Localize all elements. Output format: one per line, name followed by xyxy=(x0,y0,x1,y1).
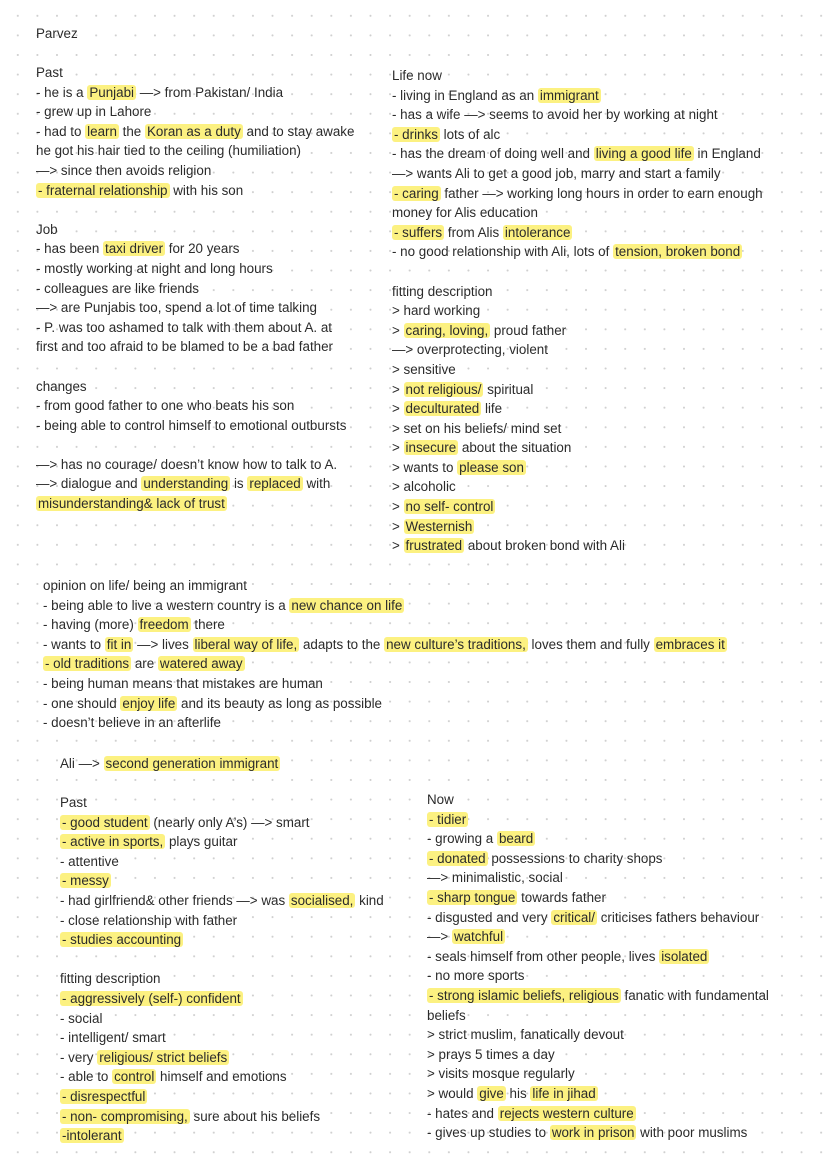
highlighted-text: liberal way of life, xyxy=(194,636,298,652)
highlighted-text: frustrated xyxy=(405,538,463,554)
note-text: proud father xyxy=(490,322,567,338)
note-text: money for Alis education xyxy=(392,205,538,221)
note-text: —> since then avoids religion xyxy=(36,162,212,178)
note-line xyxy=(43,635,727,655)
note-text: sure about his beliefs xyxy=(189,1108,321,1124)
note-line xyxy=(60,1028,384,1048)
note-text: criticises fathers behaviour xyxy=(596,909,760,925)
parvez-job-lines xyxy=(36,239,354,357)
note-line xyxy=(427,927,769,947)
ali-left-column xyxy=(60,793,384,1146)
highlighted-text: please son xyxy=(459,459,524,475)
note-line xyxy=(36,239,354,259)
note-line xyxy=(427,829,769,849)
note-text: - P. was too ashamed to talk with them about A. at xyxy=(36,319,332,335)
section-heading-past: Past xyxy=(36,65,63,80)
note-line xyxy=(36,141,354,161)
note-line xyxy=(427,986,769,1006)
section-heading-job: Job xyxy=(36,221,58,237)
note-text: > xyxy=(392,538,404,554)
note-line xyxy=(427,947,769,967)
note-line xyxy=(36,474,354,494)
highlighted-text: - active in sports, xyxy=(62,834,164,850)
highlighted-text: insecure xyxy=(405,440,457,456)
note-line xyxy=(36,494,354,514)
note-line xyxy=(392,399,763,419)
note-text: first and too afraid to be blamed to be a bad father xyxy=(36,339,334,355)
highlighted-text: new culture’s traditions, xyxy=(386,636,526,652)
highlighted-text: - old traditions xyxy=(45,656,130,672)
note-text: - social xyxy=(60,1010,103,1026)
note-line xyxy=(427,849,769,869)
note-line xyxy=(427,1045,769,1065)
note-text: > would xyxy=(427,1085,478,1101)
note-text: > hard working xyxy=(392,303,481,319)
highlighted-text: caring, loving, xyxy=(405,322,489,338)
note-text: —> minimalistic, social xyxy=(427,870,563,886)
note-line xyxy=(427,1104,769,1124)
note-line xyxy=(427,868,769,888)
note-line xyxy=(392,458,763,478)
note-text: - very xyxy=(60,1049,98,1065)
note-line xyxy=(427,1025,769,1045)
highlighted-text: - sharp tongue xyxy=(429,889,516,905)
parvez-fitting-lines xyxy=(392,301,763,556)
parvez-past-lines xyxy=(36,83,354,201)
note-line xyxy=(60,871,384,891)
note-line xyxy=(43,713,727,733)
note-text: and its beauty as long as possible xyxy=(177,695,382,711)
note-text: kind xyxy=(355,892,384,908)
parvez-left-column xyxy=(36,63,354,514)
note-text: - having (more) xyxy=(43,617,138,633)
note-text: about the situation xyxy=(458,440,572,456)
section-heading-ali-now: Now xyxy=(427,792,454,807)
note-line xyxy=(392,184,763,204)
note-text: - no more sports xyxy=(427,968,525,984)
note-text: - growing a xyxy=(427,831,497,847)
highlighted-text: taxi driver xyxy=(105,241,164,257)
highlighted-text: Punjabi xyxy=(89,84,135,100)
highlighted-text: living a good life xyxy=(595,146,692,162)
opinion-section xyxy=(43,576,727,733)
highlighted-text: - aggressively (self-) confident xyxy=(62,990,241,1006)
note-line xyxy=(36,161,354,181)
note-text: > xyxy=(392,499,404,515)
note-text: - living in England as an xyxy=(392,87,538,103)
note-line xyxy=(43,674,727,694)
note-text: for 20 years xyxy=(165,241,240,257)
note-text: - being able to control himself to emotional outbursts xyxy=(36,417,347,433)
parvez-now-lines xyxy=(392,86,763,262)
note-text: himself and emotions xyxy=(156,1069,287,1085)
highlighted-text: rejects western culture xyxy=(499,1105,634,1121)
note-line xyxy=(60,1067,384,1087)
highlighted-text: learn xyxy=(87,123,117,139)
note-line xyxy=(427,908,769,928)
note-line xyxy=(60,1126,384,1146)
note-text: —> dialogue and xyxy=(36,476,142,492)
highlighted-text: give xyxy=(479,1085,504,1101)
highlighted-text: replaced xyxy=(249,476,301,492)
note-text: - had girlfriend& other friends —> was xyxy=(60,892,289,908)
highlighted-text: immigrant xyxy=(539,87,599,103)
note-text: —> are Punjabis too, spend a lot of time talking xyxy=(36,300,317,316)
highlighted-text: critical/ xyxy=(553,909,595,925)
section-heading-opinion: opinion on life/ being an immigrant xyxy=(43,578,247,593)
note-line xyxy=(60,852,384,872)
highlighted-text: fit in xyxy=(106,636,132,652)
highlighted-text: - tidier xyxy=(429,811,467,827)
note-text: father —> working long hours in order to earn enough xyxy=(440,185,763,201)
highlighted-text: - studies accounting xyxy=(62,932,182,948)
note-text: the xyxy=(118,123,145,139)
section-heading-ali-fitting: fitting description xyxy=(60,971,161,987)
highlighted-text: deculturated xyxy=(405,401,480,417)
note-text: - attentive xyxy=(60,853,119,869)
note-line xyxy=(392,144,763,164)
note-text: - one should xyxy=(43,695,121,711)
note-text: he got his hair tied to the ceiling (humiliation) xyxy=(36,143,301,159)
note-line xyxy=(60,1107,384,1127)
note-line xyxy=(427,1084,769,1104)
note-line xyxy=(392,125,763,145)
note-text: spiritual xyxy=(483,381,534,397)
note-text: —> lives xyxy=(133,636,193,652)
note-text: —> has no courage/ doesn’t know how to talk to A. xyxy=(36,456,338,472)
note-line xyxy=(427,966,769,986)
ali-heading xyxy=(60,754,280,774)
highlighted-text: new chance on life xyxy=(291,597,403,613)
note-text: and to stay awake xyxy=(242,123,355,139)
opinion-lines xyxy=(43,596,727,733)
note-text: possessions to charity shops xyxy=(487,850,663,866)
note-line xyxy=(392,321,763,341)
note-line xyxy=(36,416,354,436)
note-text: - grew up in Lahore xyxy=(36,104,152,120)
note-text: > sensitive xyxy=(392,361,456,377)
note-text: (nearly only A’s) —> smart xyxy=(149,814,310,830)
highlighted-text: - caring xyxy=(394,185,439,201)
highlighted-text: socialised, xyxy=(290,892,354,908)
highlighted-text: intolerance xyxy=(504,224,571,240)
page-title: Parvez xyxy=(36,26,78,41)
note-line xyxy=(392,86,763,106)
note-line xyxy=(36,259,354,279)
note-text: - disgusted and very xyxy=(427,909,552,925)
highlighted-text: freedom xyxy=(139,617,189,633)
note-text: Ali —> xyxy=(60,756,104,771)
note-text: are xyxy=(131,656,158,672)
note-line xyxy=(36,396,354,416)
note-text: —> overprotecting, violent xyxy=(392,342,548,358)
note-line xyxy=(60,813,384,833)
note-line xyxy=(392,223,763,243)
note-text: - intelligent/ smart xyxy=(60,1030,166,1046)
note-line xyxy=(43,654,727,674)
note-text: from Alis xyxy=(444,224,503,240)
note-line xyxy=(392,419,763,439)
highlighted-text: understanding xyxy=(143,476,229,492)
note-text: > xyxy=(392,518,404,534)
note-text: - he is a xyxy=(36,84,88,100)
note-text: adapts to the xyxy=(299,636,385,652)
note-text: - able to xyxy=(60,1069,113,1085)
note-text: - from good father to one who beats his son xyxy=(36,398,295,414)
note-text: with his son xyxy=(169,182,244,198)
note-text: is xyxy=(230,476,248,492)
note-text: - being human means that mistakes are human xyxy=(43,675,323,691)
note-text: loves them and fully xyxy=(527,636,654,652)
highlighted-text: life in jihad xyxy=(532,1085,596,1101)
highlighted-text: not religious/ xyxy=(405,381,482,397)
note-text: > xyxy=(392,440,404,456)
highlighted-text: - strong islamic beliefs, religious xyxy=(429,987,619,1003)
note-line xyxy=(60,1009,384,1029)
highlighted-text: - messy xyxy=(62,873,109,889)
highlighted-text: religious/ strict beliefs xyxy=(99,1049,228,1065)
note-text: > xyxy=(392,401,404,417)
note-text: > strict muslim, fanatically devout xyxy=(427,1027,624,1043)
highlighted-text: Westernish xyxy=(405,518,473,534)
note-text: with xyxy=(302,476,331,492)
parvez-right-column xyxy=(392,66,763,556)
ali-now-lines xyxy=(427,810,769,1143)
note-text: > prays 5 times a day xyxy=(427,1046,555,1062)
note-text: life xyxy=(481,401,503,417)
note-line xyxy=(392,105,763,125)
note-line xyxy=(392,497,763,517)
note-text: - no good relationship with Ali, lots of xyxy=(392,244,614,260)
note-line xyxy=(36,435,354,455)
note-text: —> xyxy=(427,929,452,945)
note-line xyxy=(36,122,354,142)
note-text: - doesn’t believe in an afterlife xyxy=(43,715,221,731)
note-line xyxy=(43,615,727,635)
note-text: - has the dream of doing well and xyxy=(392,146,594,162)
note-text: - close relationship with father xyxy=(60,912,238,928)
highlighted-text: - suffers xyxy=(394,224,443,240)
highlighted-text: - fraternal relationship xyxy=(38,182,168,198)
note-line xyxy=(392,438,763,458)
note-text: - being able to live a western country is a xyxy=(43,597,290,613)
note-line xyxy=(36,279,354,299)
note-line xyxy=(60,832,384,852)
highlighted-text: Koran as a duty xyxy=(146,123,241,139)
note-text: with poor muslims xyxy=(636,1125,748,1141)
note-line xyxy=(392,242,763,262)
note-line xyxy=(427,888,769,908)
note-line xyxy=(60,1048,384,1068)
section-heading-ali-past: Past xyxy=(60,795,87,810)
note-text: about broken bond with Ali xyxy=(464,538,625,554)
note-line xyxy=(392,536,763,556)
note-line xyxy=(36,455,354,475)
note-text: his xyxy=(505,1085,531,1101)
highlighted-text: - donated xyxy=(429,850,486,866)
note-line xyxy=(43,596,727,616)
note-line xyxy=(392,340,763,360)
note-text: > set on his beliefs/ mind set xyxy=(392,420,562,436)
note-line xyxy=(60,1087,384,1107)
highlighted-text: - good student xyxy=(62,814,148,830)
highlighted-text: - disrespectful xyxy=(62,1088,146,1104)
note-line xyxy=(427,1064,769,1084)
highlighted-text: work in prison xyxy=(551,1125,635,1141)
highlighted-text: enjoy life xyxy=(122,695,176,711)
highlighted-text: - drinks xyxy=(394,126,438,142)
note-line xyxy=(392,360,763,380)
highlighted-text: control xyxy=(114,1069,155,1085)
highlighted-text: watered away xyxy=(159,656,243,672)
note-line xyxy=(36,83,354,103)
note-text: > alcoholic xyxy=(392,479,456,495)
note-text: beliefs xyxy=(427,1007,466,1023)
note-line xyxy=(392,380,763,400)
note-text: —> wants Ali to get a good job, marry and start a family xyxy=(392,165,721,181)
ali-past-lines xyxy=(60,813,384,950)
parvez-changes-lines xyxy=(36,396,354,514)
note-line xyxy=(392,477,763,497)
note-line xyxy=(392,164,763,184)
section-heading-fitting-description: fitting description xyxy=(392,283,493,299)
section-heading-changes: changes xyxy=(36,378,87,394)
note-text: - had to xyxy=(36,123,86,139)
highlighted-text: -intolerant xyxy=(62,1128,122,1144)
highlighted-text: - non- compromising, xyxy=(62,1108,188,1124)
highlighted-text: watchful xyxy=(453,929,504,945)
note-line xyxy=(392,301,763,321)
highlighted-text: misunderstanding& lack of trust xyxy=(38,496,225,512)
note-text: > visits mosque regularly xyxy=(427,1066,575,1082)
note-line xyxy=(60,930,384,950)
note-line xyxy=(60,911,384,931)
note-text: > wants to xyxy=(392,459,458,475)
note-text: there xyxy=(190,617,225,633)
note-text: in England xyxy=(693,146,761,162)
note-text: > xyxy=(392,322,404,338)
note-line xyxy=(427,1006,769,1026)
note-text: - gives up studies to xyxy=(427,1125,550,1141)
note-line xyxy=(427,1123,769,1143)
note-line xyxy=(36,181,354,201)
note-text: - has a wife —> seems to avoid her by working at night xyxy=(392,107,718,123)
ali-right-column xyxy=(427,790,769,1143)
note-line xyxy=(36,298,354,318)
note-line xyxy=(60,891,384,911)
note-line xyxy=(427,810,769,830)
note-text: —> from Pakistan/ India xyxy=(136,84,284,100)
ali-fitting-lines xyxy=(60,989,384,1146)
note-text: plays guitar xyxy=(165,834,238,850)
note-line xyxy=(36,318,354,338)
note-text: fanatic with fundamental xyxy=(620,987,769,1003)
note-line xyxy=(36,102,354,122)
note-line xyxy=(36,337,354,357)
note-text: > xyxy=(392,381,404,397)
highlighted-text: embraces it xyxy=(655,636,725,652)
note-text: - colleagues are like friends xyxy=(36,280,200,296)
note-line xyxy=(392,203,763,223)
highlighted-text: tension, broken bond xyxy=(615,244,741,260)
highlighted-text: no self- control xyxy=(405,499,494,515)
note-text: lots of alc xyxy=(439,126,501,142)
highlighted-text: beard xyxy=(498,831,534,847)
section-heading-life-now: Life now xyxy=(392,68,442,83)
note-text: - has been xyxy=(36,241,103,257)
note-text: - wants to xyxy=(43,636,105,652)
note-text: - hates and xyxy=(427,1105,498,1121)
highlighted-text: isolated xyxy=(661,948,708,964)
highlighted-text: second generation immigrant xyxy=(105,756,279,771)
note-text: - seals himself from other people, lives xyxy=(427,948,660,964)
note-line xyxy=(392,517,763,537)
note-text: towards father xyxy=(517,889,606,905)
note-text: - mostly working at night and long hours xyxy=(36,260,273,276)
note-line xyxy=(60,989,384,1009)
note-line xyxy=(43,694,727,714)
